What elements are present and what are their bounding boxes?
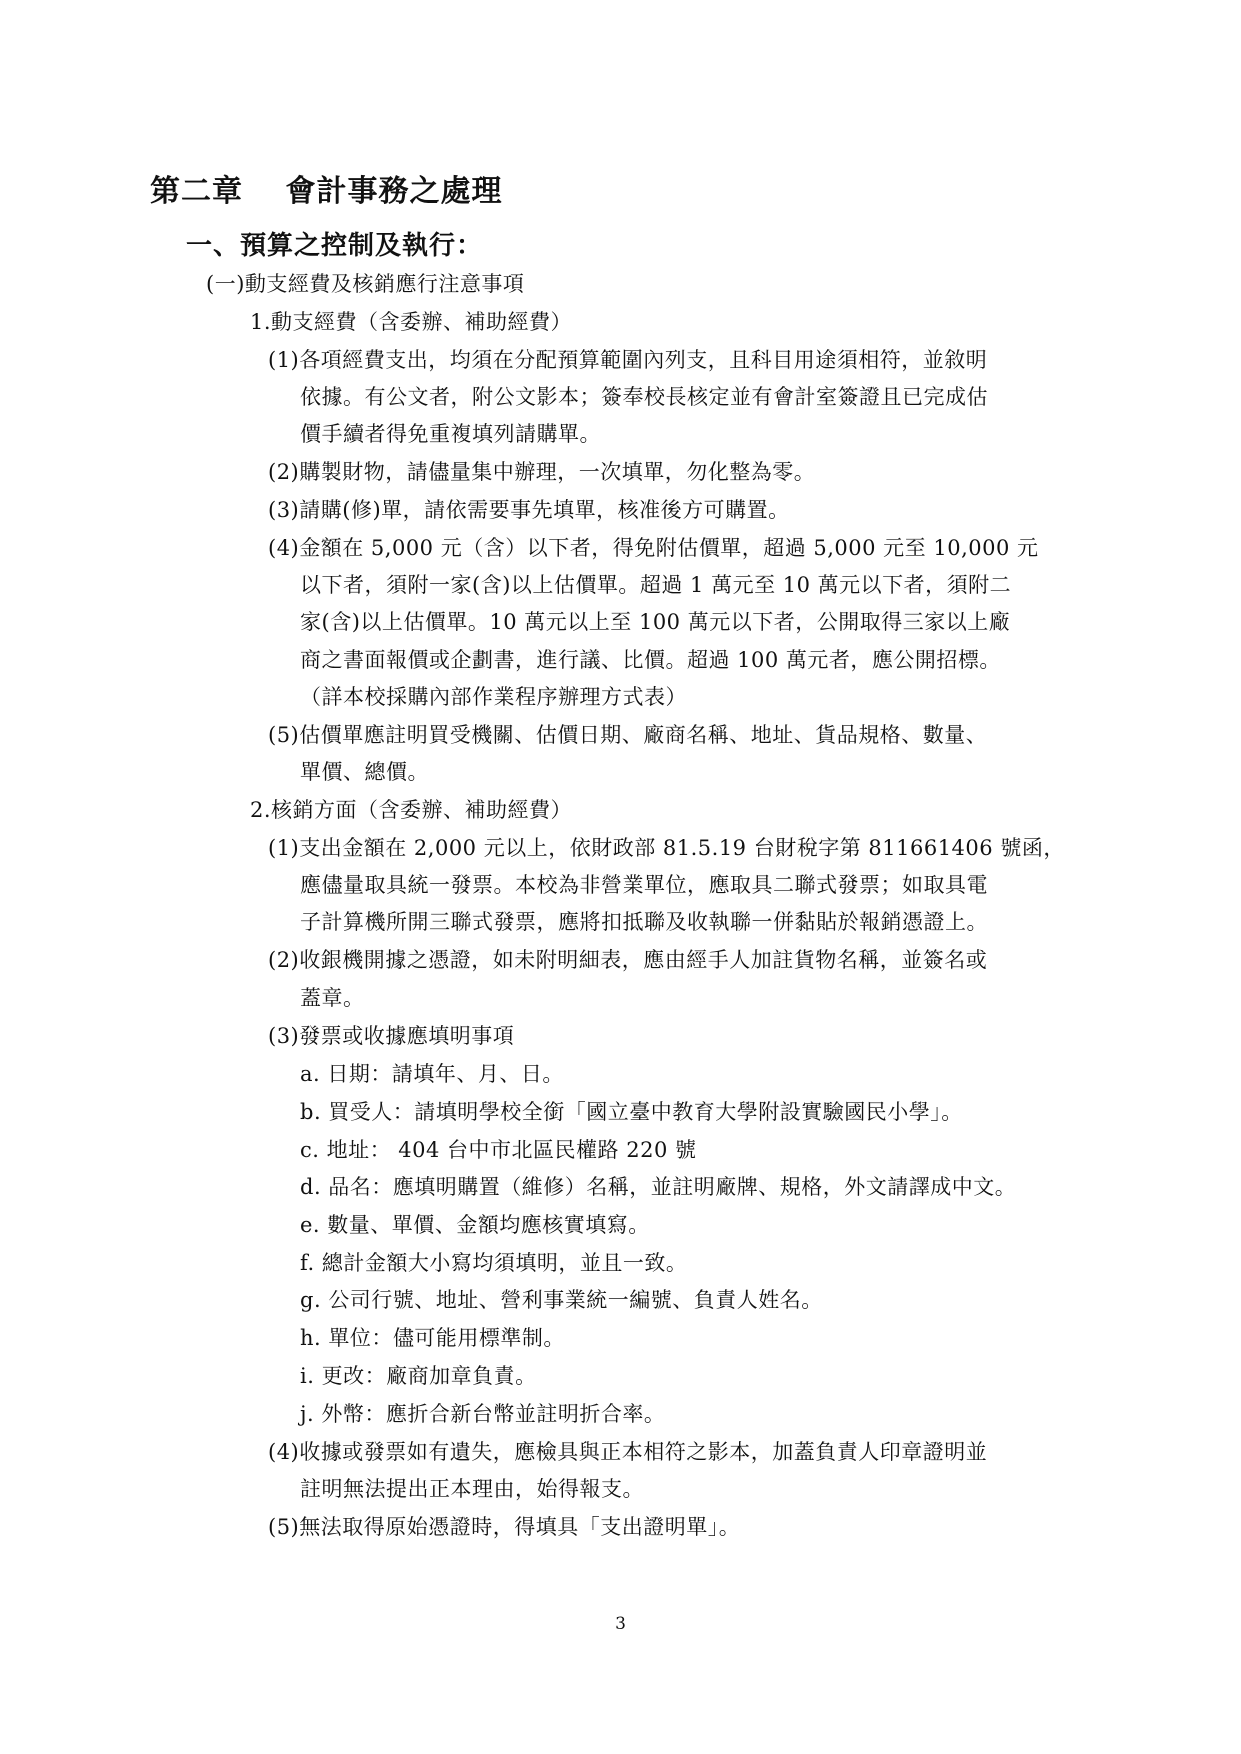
part1-item: (2)購製財物，請儘量集中辦理，一次填單，勿化整為零。: [268, 460, 816, 484]
part1-item: 價手續者得免重複填列請購單。: [300, 422, 601, 446]
part2-heading: 2.核銷方面（含委辦、補助經費）: [250, 798, 573, 822]
chapter-title: 第二章 會計事務之處理: [150, 174, 503, 209]
part2-item: (4)收據或發票如有遺失，應檢具與正本相符之影本，加蓋負責人印章證明並: [268, 1440, 988, 1464]
part1-heading: 1.動支經費（含委辦、補助經費）: [250, 310, 573, 334]
sub-item: i. 更改：廠商加章負責。: [300, 1364, 537, 1388]
sub-item: h. 單位：儘可能用標準制。: [300, 1326, 565, 1350]
section-title: 一、預算之控制及執行：: [186, 231, 484, 261]
sub-item: j. 外幣：應折合新台幣並註明折合率。: [300, 1402, 666, 1426]
part1-item: 單價、總價。: [300, 760, 429, 784]
sub-item: d. 品名：應填明購置（維修）名稱，並註明廠牌、規格，外文請譯成中文。: [300, 1175, 1017, 1199]
sub-item: e. 數量、單價、金額均應核實填寫。: [300, 1213, 650, 1237]
sub-item: f. 總計金額大小寫均須填明，並且一致。: [300, 1251, 688, 1275]
part1-item: 依據。有公文者，附公文影本；簽奉校長核定並有會計室簽證且已完成估: [300, 385, 988, 409]
part2-item: (3)發票或收據應填明事項: [268, 1024, 515, 1048]
part2-item: 蓋章。: [300, 986, 365, 1010]
part1-item: 商之書面報價或企劃書，進行議、比價。超過 100 萬元者，應公開招標。: [300, 648, 1001, 672]
part2-item: (5)無法取得原始憑證時，得填具「支出證明單」。: [268, 1515, 741, 1539]
part1-item: (4)金額在 5,000 元（含）以下者，得免附估價單，超過 5,000 元至 10,000 元: [268, 536, 1039, 560]
part2-item: 應儘量取具統一發票。本校為非營業單位，應取具二聯式發票；如取具電: [300, 873, 988, 897]
part1-item: (1)各項經費支出，均須在分配預算範圍內列支，且科目用途須相符，並敘明: [268, 348, 988, 372]
part2-item: (1)支出金額在 2,000 元以上，依財政部 81.5.19 台財稅字第 811661406 號函，: [268, 836, 1065, 860]
part2-item: (2)收銀機開據之憑證，如未附明細表，應由經手人加註貨物名稱，並簽名或: [268, 948, 988, 972]
sub-item: b. 買受人：請填明學校全銜「國立臺中教育大學附設實驗國民小學」。: [300, 1100, 963, 1124]
part1-item: (5)估價單應註明買受機關、估價日期、廠商名稱、地址、貨品規格、數量、: [268, 723, 988, 747]
subsection-heading: (一)動支經費及核銷應行注意事項: [206, 272, 525, 296]
part1-item: （詳本校採購內部作業程序辦理方式表）: [300, 685, 687, 709]
sub-item: c. 地址： 404 台中市北區民權路 220 號: [300, 1138, 697, 1162]
page-number: 3: [615, 1614, 626, 1634]
part1-item: (3)請購(修)單，請依需要事先填單，核准後方可購置。: [268, 498, 790, 522]
sub-item: a. 日期：請填年、月、日。: [300, 1062, 564, 1086]
part1-item: 家(含)以上估價單。10 萬元以上至 100 萬元以下者，公開取得三家以上廠: [300, 610, 1011, 634]
part1-item: 以下者，須附一家(含)以上估價單。超過 1 萬元至 10 萬元以下者，須附二: [300, 573, 1012, 597]
part2-item: 註明無法提出正本理由，始得報支。: [300, 1477, 644, 1501]
sub-item: g. 公司行號、地址、營利事業統一編號、負責人姓名。: [300, 1288, 823, 1312]
part2-item: 子計算機所開三聯式發票，應將扣抵聯及收執聯一併黏貼於報銷憑證上。: [300, 910, 988, 934]
